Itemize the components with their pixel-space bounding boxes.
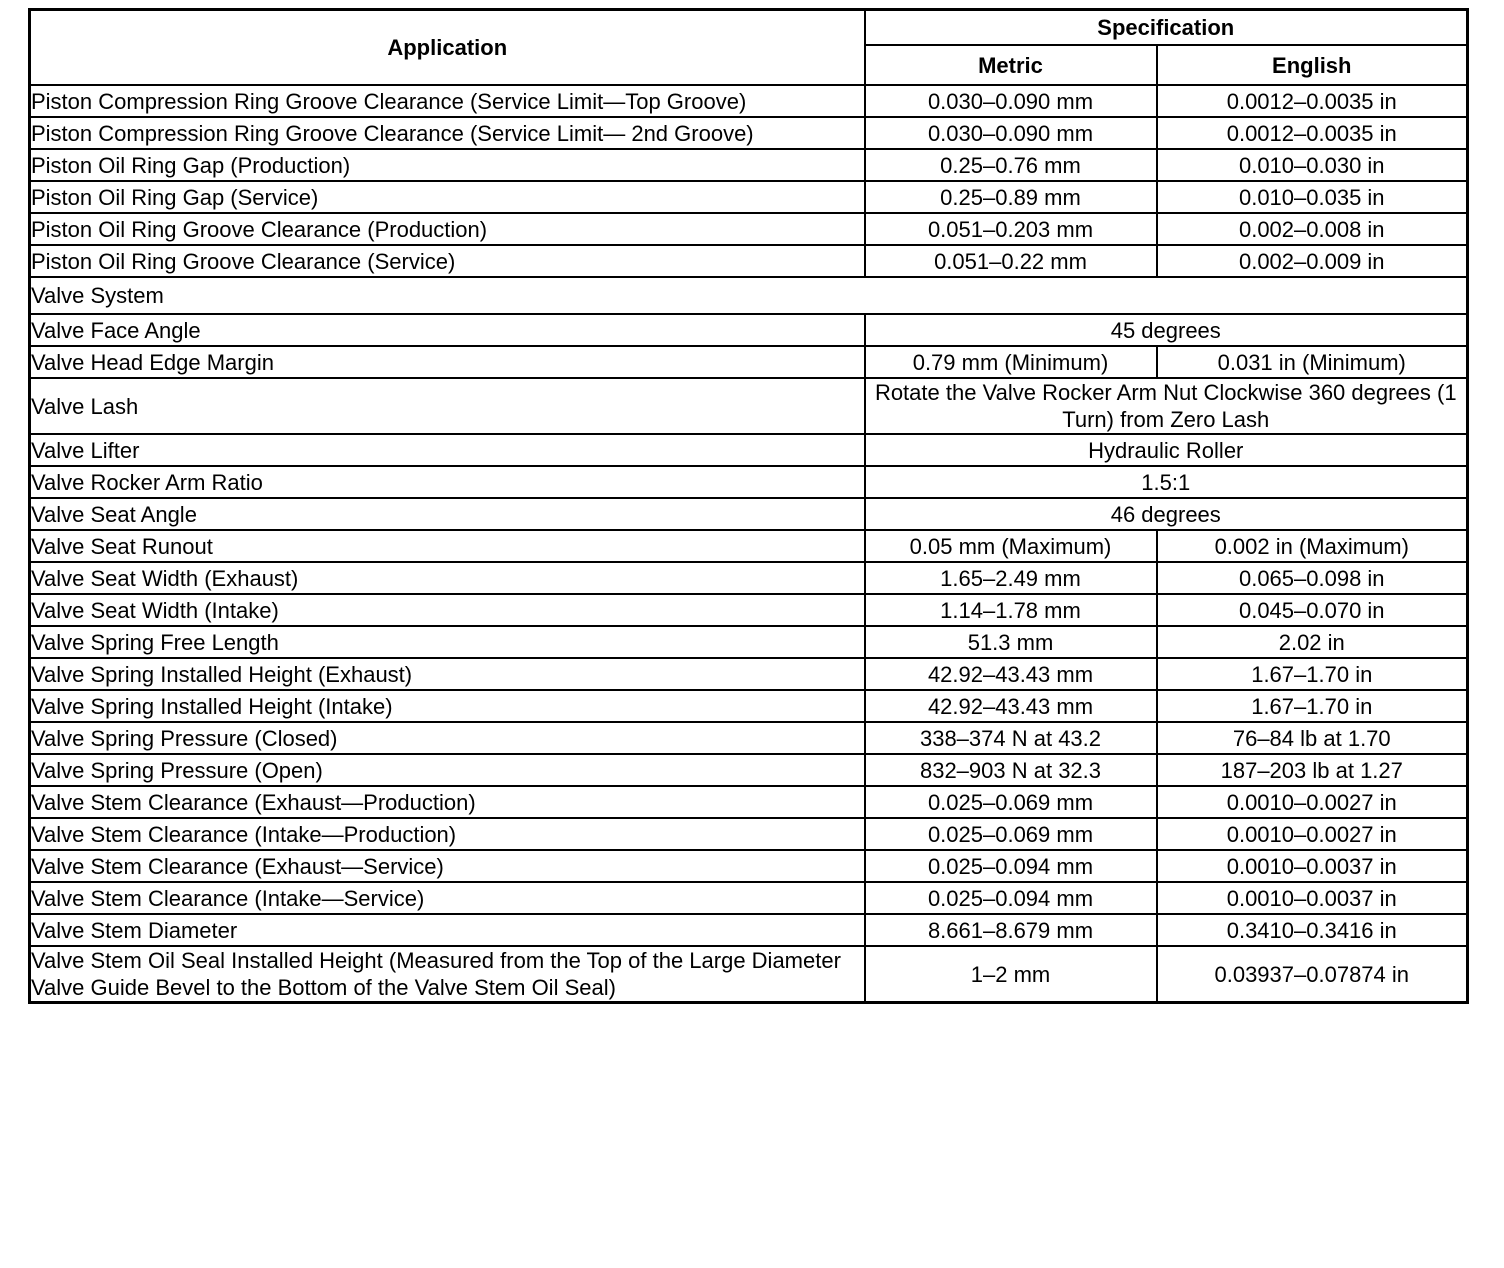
- table-row: [30, 754, 1468, 786]
- combined-spec-cell: Hydraulic Roller: [865, 434, 1468, 466]
- metric-cell: 0.030–0.090 mm: [865, 117, 1157, 149]
- table-row: [30, 314, 1468, 346]
- table-row: [30, 722, 1468, 754]
- application-cell: Piston Compression Ring Groove Clearance (Service Limit— 2nd Groove): [30, 117, 865, 149]
- combined-spec-cell: 46 degrees: [865, 498, 1468, 530]
- table-row: [30, 346, 1468, 378]
- english-cell: 0.010–0.035 in: [1157, 181, 1468, 213]
- application-cell: Valve Spring Free Length: [30, 626, 865, 658]
- metric-cell: 0.051–0.22 mm: [865, 245, 1157, 277]
- application-cell: Valve Stem Oil Seal Installed Height (Measured from the Top of the Large Diameter Valve Guide Bevel to the Bottom of the Valve Stem Oil Seal): [30, 946, 865, 1003]
- metric-cell: 338–374 N at 43.2: [865, 722, 1157, 754]
- table-row: [30, 882, 1468, 914]
- english-cell: 0.0012–0.0035 in: [1157, 85, 1468, 117]
- application-cell: Valve Stem Clearance (Exhaust—Service): [30, 850, 865, 882]
- application-cell: Valve Seat Runout: [30, 530, 865, 562]
- english-cell: 1.67–1.70 in: [1157, 690, 1468, 722]
- metric-cell: 1–2 mm: [865, 946, 1157, 1003]
- english-cell: 0.0012–0.0035 in: [1157, 117, 1468, 149]
- application-column-header: Application: [30, 10, 865, 86]
- application-cell: Valve Seat Angle: [30, 498, 865, 530]
- table-row: [30, 434, 1468, 466]
- english-cell: 0.002–0.009 in: [1157, 245, 1468, 277]
- application-cell: Valve Stem Clearance (Intake—Service): [30, 882, 865, 914]
- english-column-header: English: [1157, 45, 1468, 85]
- specification-column-header: Specification: [865, 10, 1468, 46]
- specification-table: [28, 8, 1469, 1004]
- table-row: [30, 658, 1468, 690]
- english-cell: 187–203 lb at 1.27: [1157, 754, 1468, 786]
- metric-cell: 0.025–0.069 mm: [865, 786, 1157, 818]
- metric-cell: 42.92–43.43 mm: [865, 658, 1157, 690]
- table-row: [30, 562, 1468, 594]
- table-row: [30, 498, 1468, 530]
- english-cell: 1.67–1.70 in: [1157, 658, 1468, 690]
- application-cell: Piston Oil Ring Gap (Service): [30, 181, 865, 213]
- application-cell: Valve Rocker Arm Ratio: [30, 466, 865, 498]
- table-row: [30, 818, 1468, 850]
- metric-cell: 8.661–8.679 mm: [865, 914, 1157, 946]
- table-row: [30, 466, 1468, 498]
- application-cell: Piston Oil Ring Groove Clearance (Production): [30, 213, 865, 245]
- application-cell: Valve Seat Width (Exhaust): [30, 562, 865, 594]
- metric-cell: 51.3 mm: [865, 626, 1157, 658]
- application-cell: Valve Lash: [30, 378, 865, 434]
- application-cell: Valve Head Edge Margin: [30, 346, 865, 378]
- metric-cell: 0.25–0.76 mm: [865, 149, 1157, 181]
- metric-cell: 1.65–2.49 mm: [865, 562, 1157, 594]
- table-row: [30, 245, 1468, 277]
- table-row: [30, 786, 1468, 818]
- application-cell: Valve Face Angle: [30, 314, 865, 346]
- english-cell: 0.0010–0.0037 in: [1157, 882, 1468, 914]
- english-cell: 0.031 in (Minimum): [1157, 346, 1468, 378]
- table-row: [30, 946, 1468, 1003]
- english-cell: 0.065–0.098 in: [1157, 562, 1468, 594]
- metric-cell: 0.05 mm (Maximum): [865, 530, 1157, 562]
- application-cell: Piston Oil Ring Groove Clearance (Service): [30, 245, 865, 277]
- table-row: [30, 117, 1468, 149]
- table-row: [30, 626, 1468, 658]
- table-body: [30, 85, 1468, 1003]
- metric-cell: 0.025–0.094 mm: [865, 850, 1157, 882]
- english-cell: 0.03937–0.07874 in: [1157, 946, 1468, 1003]
- application-cell: Valve Spring Installed Height (Intake): [30, 690, 865, 722]
- table-row: [30, 213, 1468, 245]
- metric-cell: 0.79 mm (Minimum): [865, 346, 1157, 378]
- application-cell: Valve Lifter: [30, 434, 865, 466]
- application-cell: Piston Oil Ring Gap (Production): [30, 149, 865, 181]
- application-cell: Valve Stem Clearance (Exhaust—Production): [30, 786, 865, 818]
- table-row: [30, 181, 1468, 213]
- table-row: [30, 690, 1468, 722]
- english-cell: 76–84 lb at 1.70: [1157, 722, 1468, 754]
- english-cell: 0.3410–0.3416 in: [1157, 914, 1468, 946]
- application-cell: Valve Stem Clearance (Intake—Production): [30, 818, 865, 850]
- table-row: [30, 378, 1468, 434]
- english-cell: 2.02 in: [1157, 626, 1468, 658]
- combined-spec-cell: 45 degrees: [865, 314, 1468, 346]
- english-cell: 0.0010–0.0027 in: [1157, 818, 1468, 850]
- section-row: [30, 277, 1468, 314]
- table-row: [30, 594, 1468, 626]
- table-row: [30, 149, 1468, 181]
- application-cell: Valve Stem Diameter: [30, 914, 865, 946]
- section-heading: Valve System: [30, 277, 1468, 314]
- application-cell: Piston Compression Ring Groove Clearance (Service Limit—Top Groove): [30, 85, 865, 117]
- metric-column-header: Metric: [865, 45, 1157, 85]
- metric-cell: 832–903 N at 32.3: [865, 754, 1157, 786]
- english-cell: 0.010–0.030 in: [1157, 149, 1468, 181]
- english-cell: 0.045–0.070 in: [1157, 594, 1468, 626]
- metric-cell: 0.025–0.094 mm: [865, 882, 1157, 914]
- english-cell: 0.0010–0.0027 in: [1157, 786, 1468, 818]
- table-row: [30, 914, 1468, 946]
- application-cell: Valve Spring Pressure (Open): [30, 754, 865, 786]
- table-row: [30, 530, 1468, 562]
- metric-cell: 0.025–0.069 mm: [865, 818, 1157, 850]
- application-cell: Valve Spring Pressure (Closed): [30, 722, 865, 754]
- table-row: [30, 850, 1468, 882]
- combined-spec-cell: 1.5:1: [865, 466, 1468, 498]
- combined-spec-cell: Rotate the Valve Rocker Arm Nut Clockwise 360 degrees (1 Turn) from Zero Lash: [865, 378, 1468, 434]
- english-cell: 0.002–0.008 in: [1157, 213, 1468, 245]
- metric-cell: 0.25–0.89 mm: [865, 181, 1157, 213]
- metric-cell: 0.030–0.090 mm: [865, 85, 1157, 117]
- english-cell: 0.0010–0.0037 in: [1157, 850, 1468, 882]
- application-cell: Valve Seat Width (Intake): [30, 594, 865, 626]
- table-row: [30, 85, 1468, 117]
- english-cell: 0.002 in (Maximum): [1157, 530, 1468, 562]
- metric-cell: 42.92–43.43 mm: [865, 690, 1157, 722]
- metric-cell: 0.051–0.203 mm: [865, 213, 1157, 245]
- metric-cell: 1.14–1.78 mm: [865, 594, 1157, 626]
- application-cell: Valve Spring Installed Height (Exhaust): [30, 658, 865, 690]
